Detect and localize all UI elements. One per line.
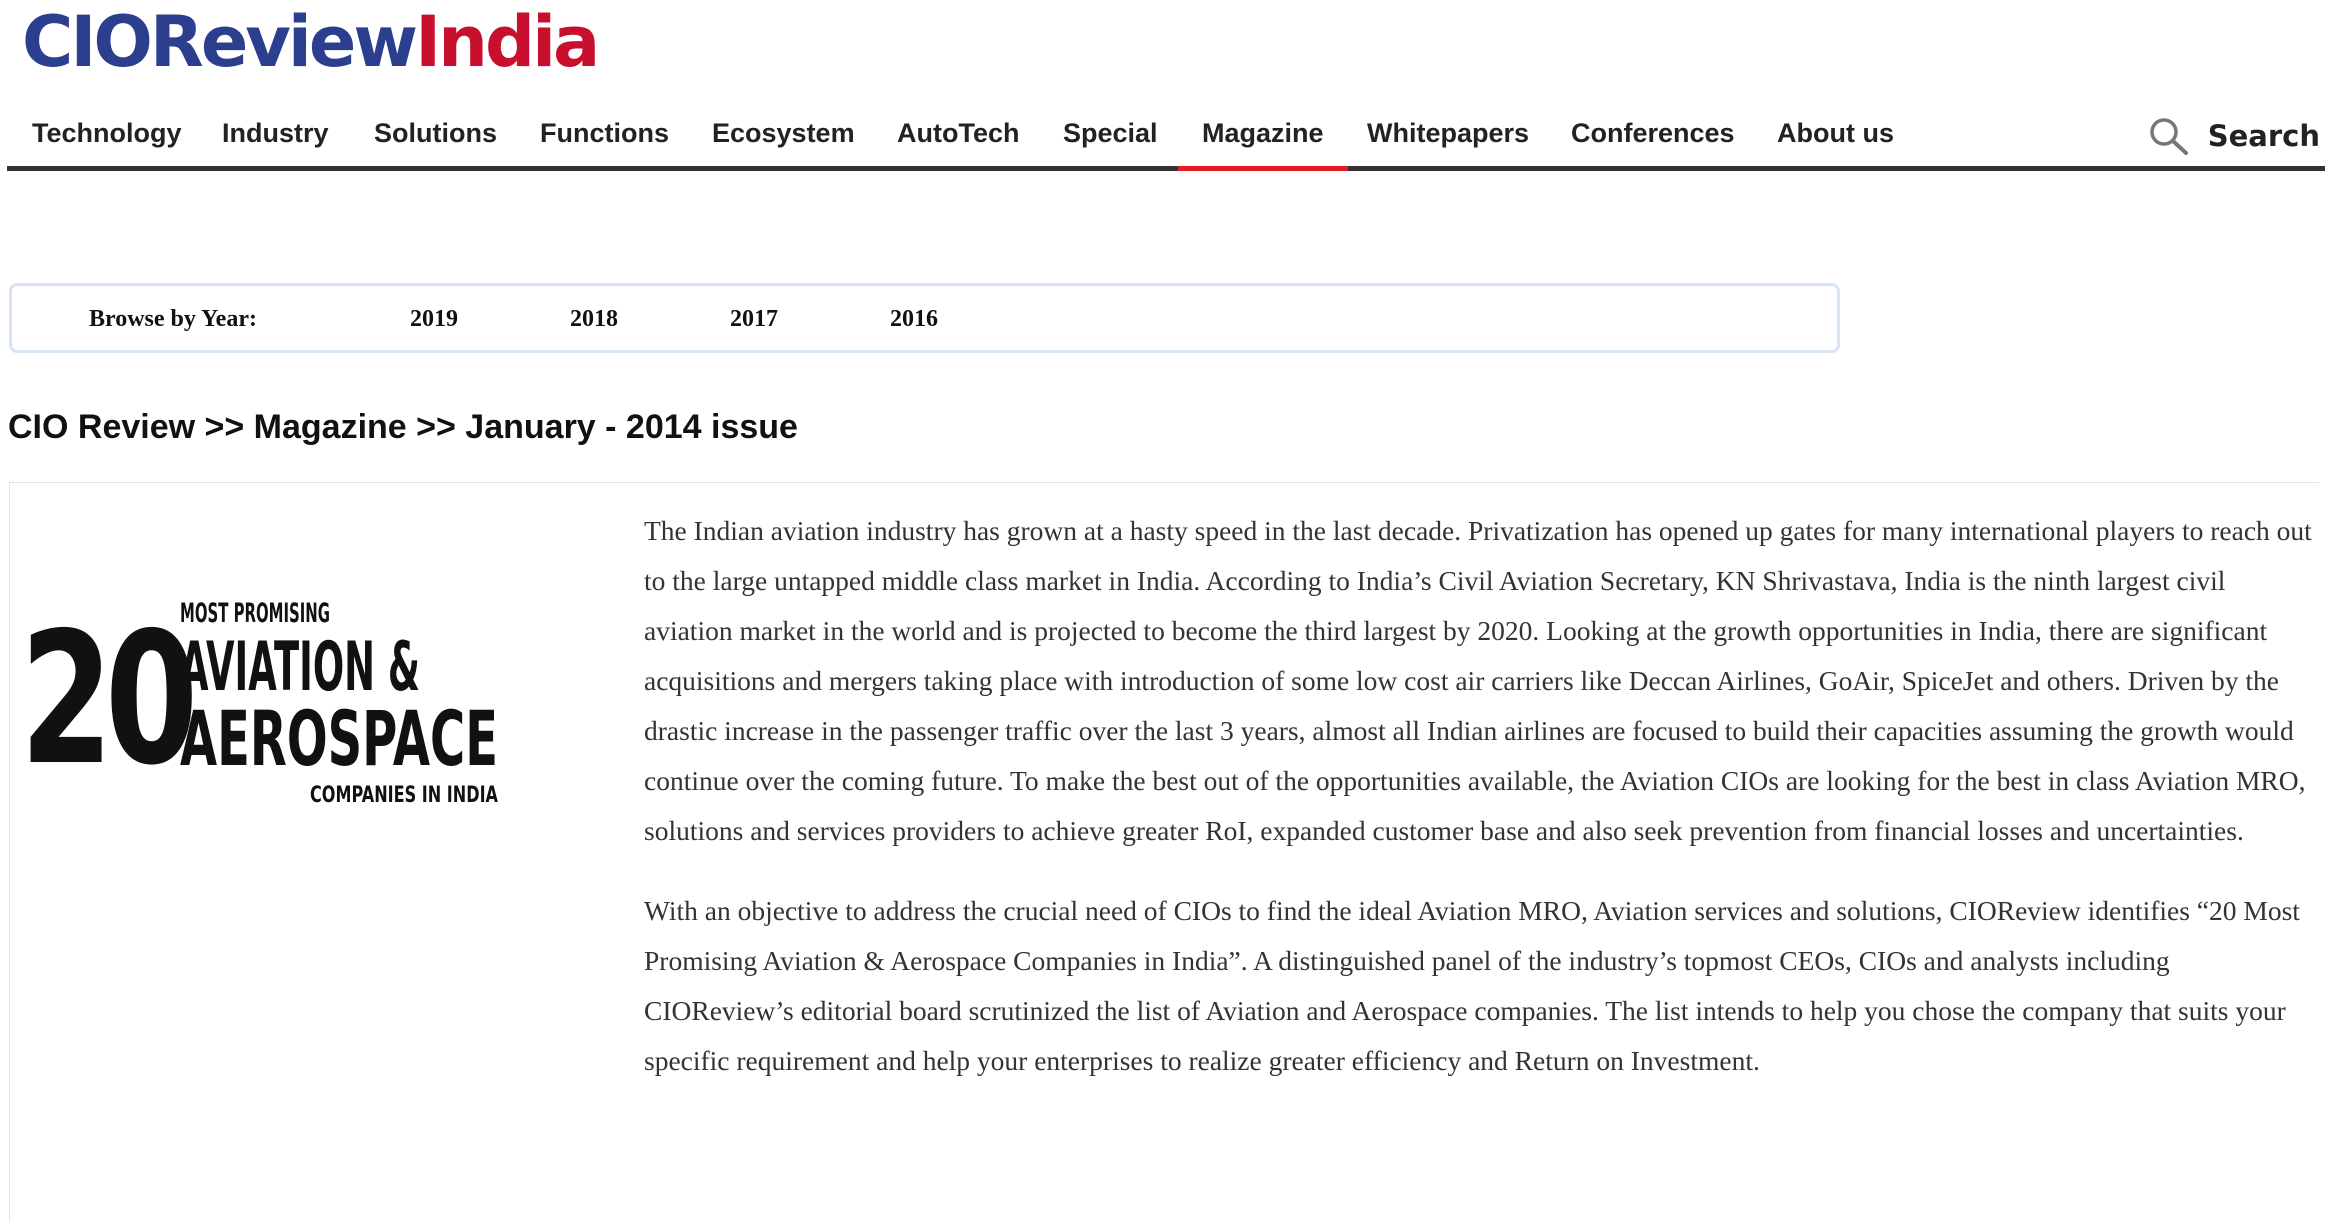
nav-item-autotech[interactable]: AutoTech xyxy=(897,118,1020,148)
cover-line-aerospace: AEROSPACE xyxy=(180,694,498,783)
cover-number: 20 xyxy=(20,593,193,805)
nav-item-industry[interactable]: Industry xyxy=(222,118,329,148)
year-link-2018[interactable]: 2018 xyxy=(570,306,618,332)
logo-text-india: India xyxy=(415,1,598,83)
main-nav xyxy=(7,105,2325,171)
nav-item-special[interactable]: Special xyxy=(1063,118,1158,148)
logo-text-cioreview: CIOReview xyxy=(22,1,416,83)
cover-line-companies: COMPANIES IN INDIA xyxy=(310,783,498,808)
nav-item-solutions[interactable]: Solutions xyxy=(374,118,497,148)
nav-item-ecosystem[interactable]: Ecosystem xyxy=(712,118,855,148)
nav-item-whitepapers[interactable]: Whitepapers xyxy=(1367,118,1530,148)
nav-item-conferences[interactable]: Conferences xyxy=(1571,118,1735,148)
year-link-2016[interactable]: 2016 xyxy=(890,306,938,332)
breadcrumb: CIO Review >> Magazine >> January - 2014 issue xyxy=(8,408,798,446)
browse-by-year-label: Browse by Year: xyxy=(89,306,257,332)
nav-item-about-us[interactable]: About us xyxy=(1777,118,1894,148)
cover-line-most-promising: MOST PROMISING xyxy=(180,598,330,629)
issue-cover-graphic xyxy=(20,590,500,820)
nav-item-magazine[interactable]: Magazine xyxy=(1202,105,1324,166)
year-link-2019[interactable]: 2019 xyxy=(410,306,458,332)
search-icon xyxy=(2148,116,2190,156)
browse-by-year-bar xyxy=(9,283,1840,353)
cover-line-aviation: AVIATION & xyxy=(180,628,420,707)
issue-description xyxy=(644,506,2314,1086)
site-logo[interactable] xyxy=(22,2,597,82)
nav-item-technology[interactable]: Technology xyxy=(32,118,182,148)
search-label: Search xyxy=(2207,118,2320,153)
search-button[interactable] xyxy=(2148,105,2320,166)
article-paragraph: The Indian aviation industry has grown at a hasty speed in the last decade. Privatization has opened up gates for many international players to reach out to the large untapped middle class market in India. According to India’s Civil Aviation Secretary, KN Shrivastava, India is the ninth largest civil aviation market in the world and is projected to become the third largest by 2020. Looking at the growth opportunities in India, there are significant acquisitions and mergers taking place with introduction of some low cost air carriers like Deccan Airlines, GoAir, SpiceJet and others. Driven by the drastic increase in the passenger traffic over the last 3 years, almost all Indian airlines are focused to build their capacities assuming the growth would continue over the coming future. To make the best out of the opportunities available, the Aviation CIOs are looking for the best in class Aviation MRO, solutions and services providers to achieve greater RoI, expanded customer base and also seek prevention from financial losses and uncertainties. xyxy=(644,515,2312,846)
article-paragraph: With an objective to address the crucial need of CIOs to find the ideal Aviation MRO, Aviation services and solutions, CIOReview identifies “20 Most Promising Aviation & Aerospace Companies in India”. A distinguished panel of the industry’s topmost CEOs, CIOs and analysts including CIOReview’s editorial board scrutinized the list of Aviation and Aerospace companies. The list intends to help you chose the company that suits your specific requirement and help your enterprises to realize greater efficiency and Return on Investment. xyxy=(644,895,2300,1076)
year-link-2017[interactable]: 2017 xyxy=(730,306,778,332)
nav-item-functions[interactable]: Functions xyxy=(540,118,669,148)
